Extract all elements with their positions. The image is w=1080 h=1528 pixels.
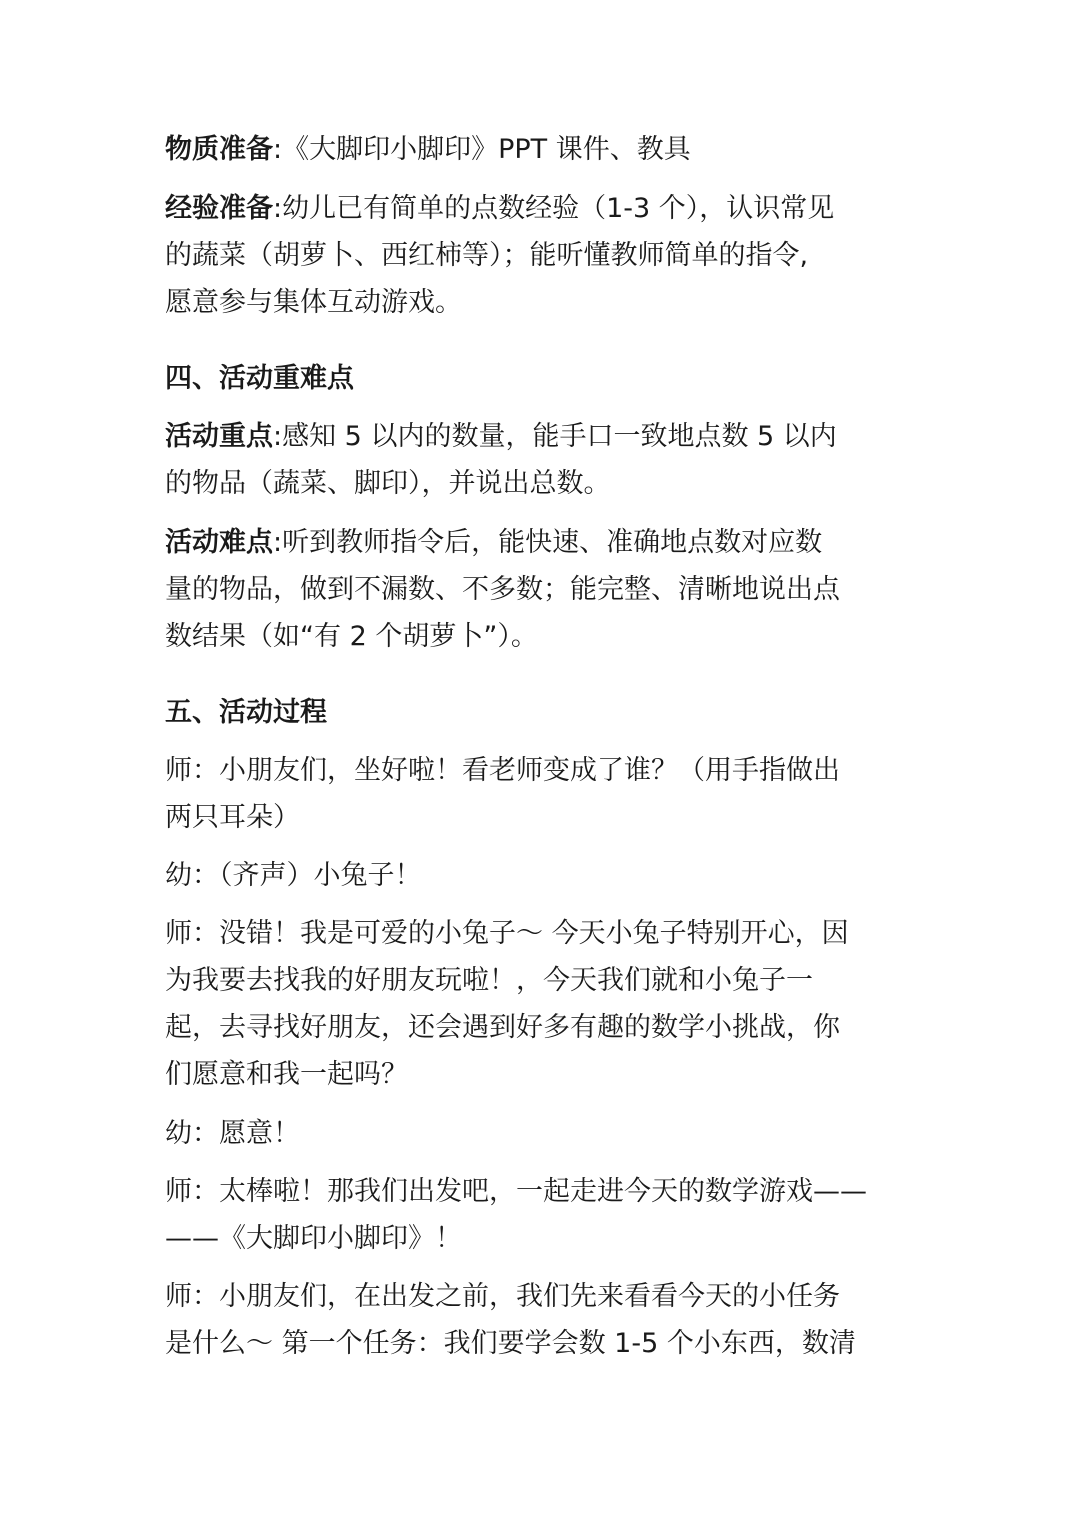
dialogue-5 — [165, 1168, 925, 1262]
dialogue-3-line2: 为我要去找我的好朋友玩啦！，今天我们就和小兔子一 — [165, 965, 813, 996]
dialogue-6-line2: 是什么～ 第一个任务：我们要学会数 1-5 个小东西，数清 — [165, 1328, 856, 1359]
dialogue-2-line1: 幼：（齐声）小兔子！ — [165, 860, 422, 891]
section-5-heading: 五、活动过程 — [165, 697, 327, 728]
dialogue-6 — [165, 1273, 925, 1367]
difficult-point-paragraph — [165, 519, 925, 660]
experience-prep-line2: 的蔬菜（胡萝卜、西红柿等）；能听懂教师简单的指令, — [165, 240, 809, 271]
key-point-paragraph — [165, 413, 925, 507]
dialogue-1-line2: 两只耳朵） — [165, 802, 300, 833]
material-prep-paragraph — [165, 126, 925, 173]
dialogue-2 — [165, 852, 925, 899]
dialogue-1 — [165, 747, 925, 841]
dialogue-4 — [165, 1110, 925, 1157]
experience-prep-paragraph — [165, 185, 925, 326]
section-4-heading: 四、活动重难点 — [165, 363, 354, 394]
dialogue-3-line4: 们愿意和我一起吗？ — [165, 1059, 408, 1090]
difficult-point-line3: 数结果（如“有 2 个胡萝卜”）。 — [165, 621, 538, 652]
dialogue-1-line1: 师：小朋友们，坐好啦！看老师变成了谁？（用手指做出 — [165, 755, 840, 786]
dialogue-3-line3: 起，去寻找好朋友，还会遇到好多有趣的数学小挑战，你 — [165, 1012, 840, 1043]
material-prep-label: 物质准备 — [165, 134, 273, 165]
difficult-point-label: 活动难点 — [165, 527, 273, 558]
dialogue-5-line2: ——《大脚印小脚印》！ — [165, 1223, 462, 1254]
dialogue-6-line1: 师：小朋友们，在出发之前，我们先来看看今天的小任务 — [165, 1281, 840, 1312]
dialogue-3-line1: 师：没错！我是可爱的小兔子～ 今天小兔子特别开心，因 — [165, 918, 849, 949]
experience-prep-line1: :幼儿已有简单的点数经验（1-3 个），认识常见 — [273, 193, 835, 224]
experience-prep-line3: 愿意参与集体互动游戏。 — [165, 287, 462, 318]
key-point-label: 活动重点 — [165, 421, 273, 452]
key-point-line2: 的物品（蔬菜、脚印），并说出总数。 — [165, 468, 611, 499]
experience-prep-label: 经验准备 — [165, 193, 273, 224]
dialogue-3 — [165, 910, 925, 1098]
key-point-line1: :感知 5 以内的数量，能手口一致地点数 5 以内 — [273, 421, 837, 452]
difficult-point-line2: 量的物品，做到不漏数、不多数；能完整、清晰地说出点 — [165, 574, 840, 605]
difficult-point-line1: :听到教师指令后，能快速、准确地点数对应数 — [273, 527, 823, 558]
dialogue-4-line1: 幼：愿意！ — [165, 1118, 300, 1149]
dialogue-5-line1: 师：太棒啦！那我们出发吧，一起走进今天的数学游戏—— — [165, 1176, 867, 1207]
material-prep-text: :《大脚印小脚印》PPT 课件、教具 — [273, 134, 691, 165]
